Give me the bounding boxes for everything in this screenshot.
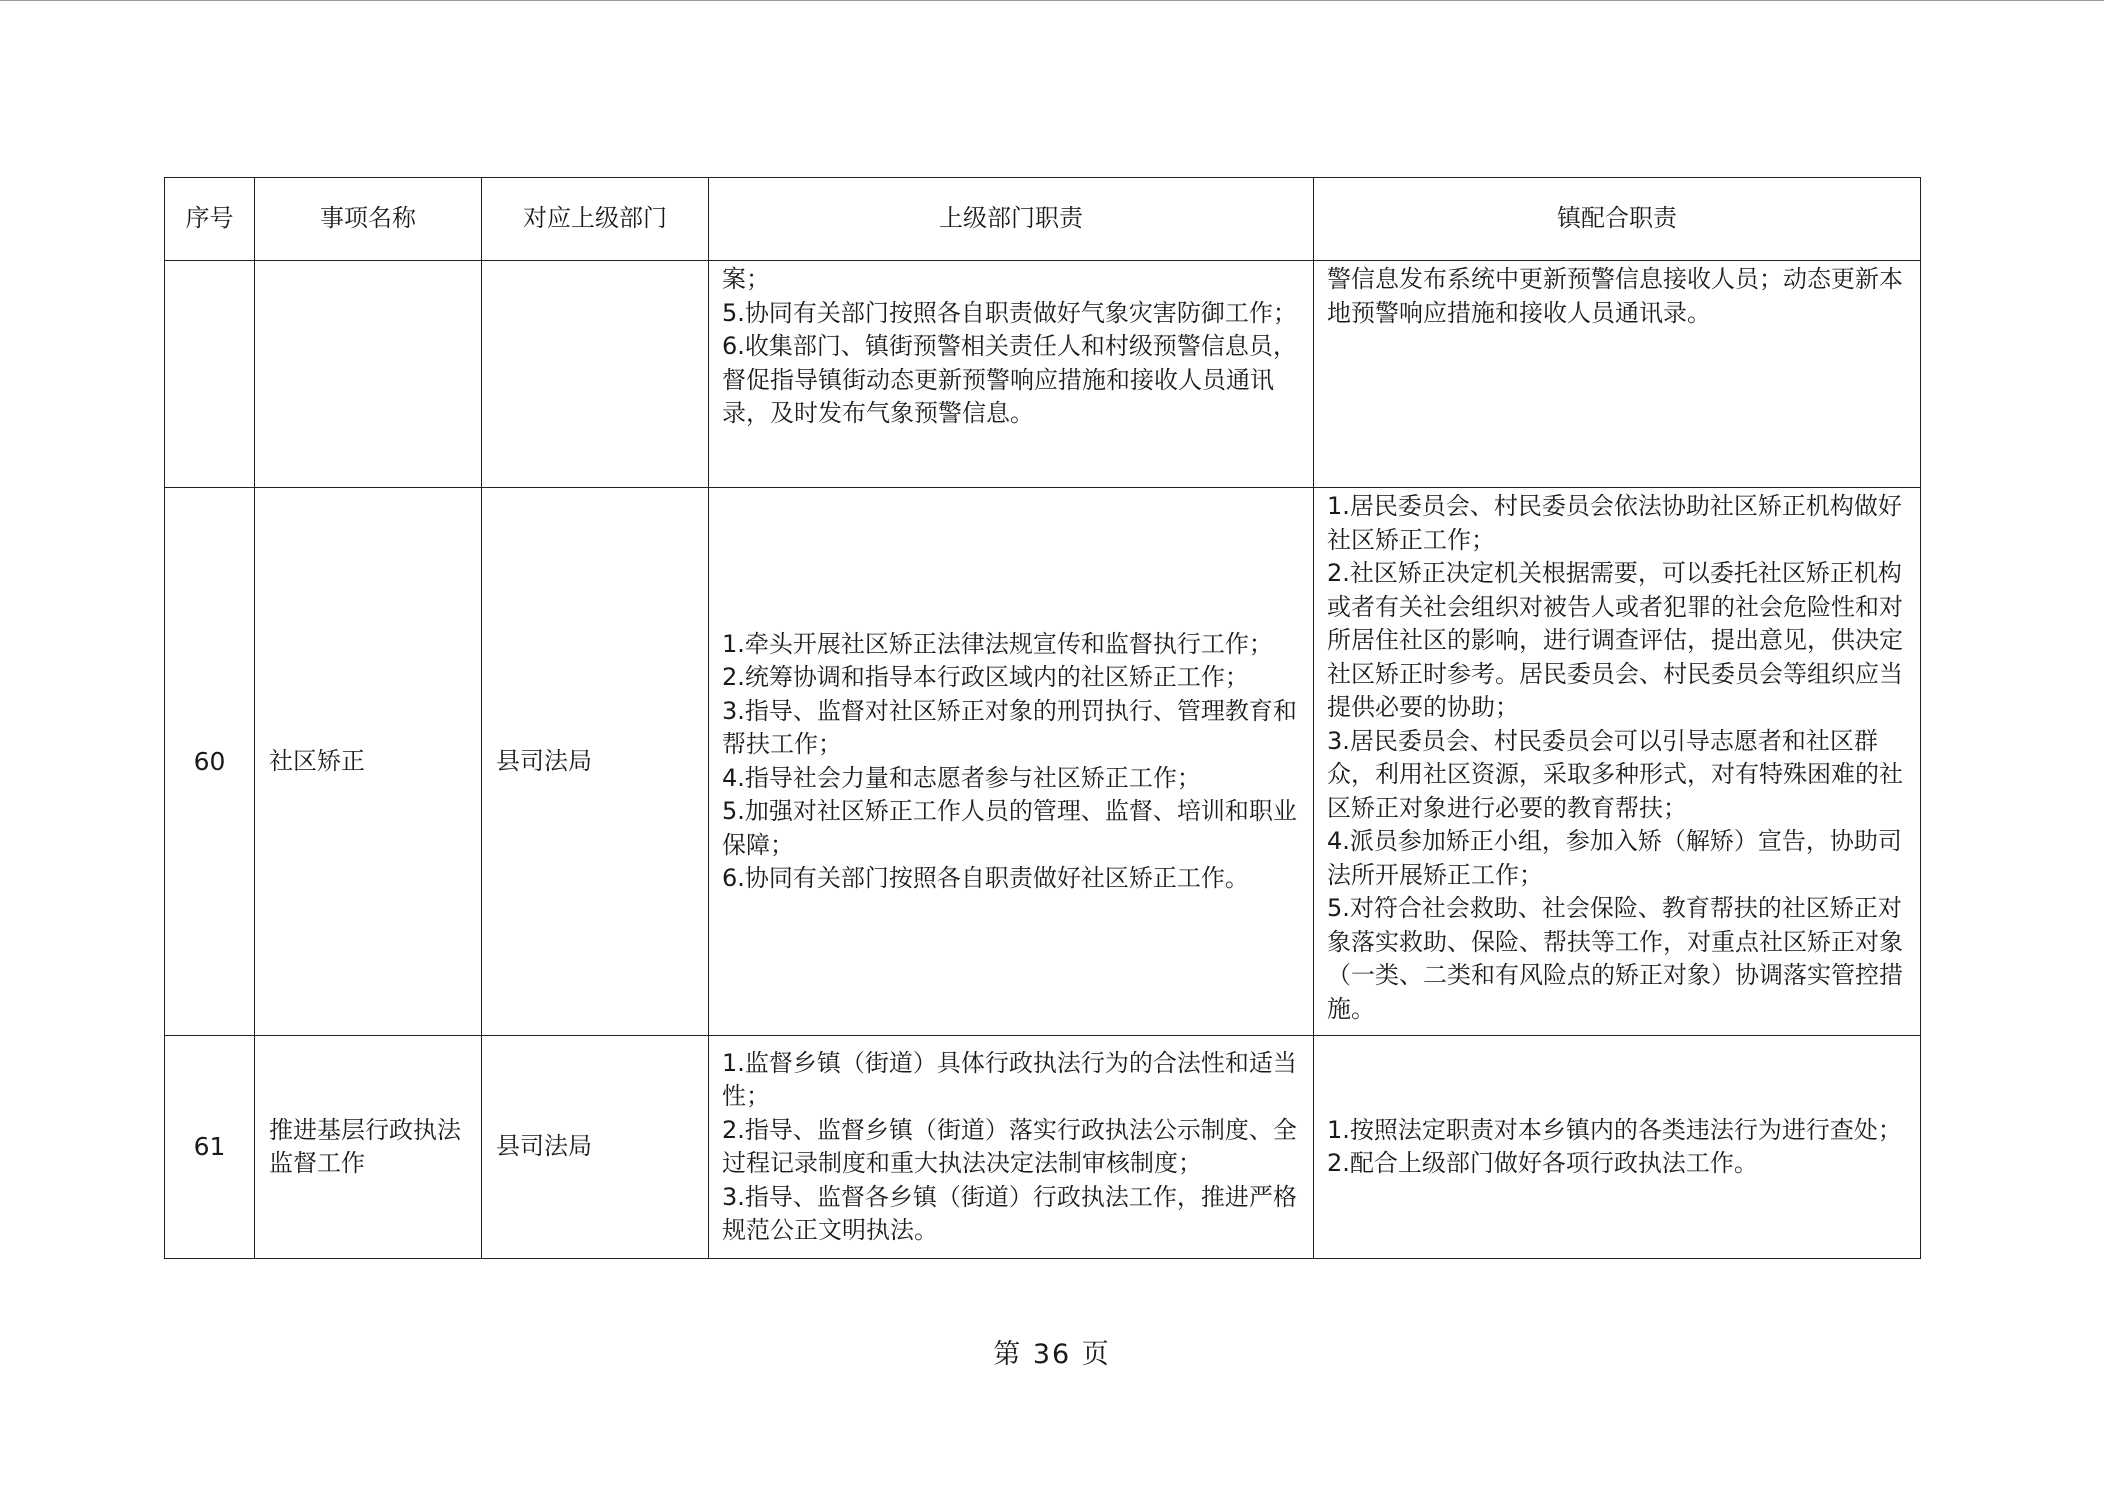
row-number: 61 <box>165 1036 255 1259</box>
header-town-duties: 镇配合职责 <box>1314 178 1921 261</box>
duty-item: 6.收集部门、镇街预警相关责任人和村级预警信息员，督促指导镇街动态更新预警响应措施和接收人员通讯录，及时发布气象预警信息。 <box>722 332 1297 427</box>
duty-item: 1.按照法定职责对本乡镇内的各类违法行为进行查处； <box>1327 1115 1902 1144</box>
row-upper-duties <box>709 1036 1314 1259</box>
page-number: 第 36 页 <box>993 1339 1111 1370</box>
duty-item: 1.监督乡镇（街道）具体行政执法行为的合法性和适当性； <box>722 1048 1297 1110</box>
duty-item: 2.配合上级部门做好各项行政执法工作。 <box>1327 1149 1758 1177</box>
duty-item: 警信息发布系统中更新预警信息接收人员；动态更新本地预警响应措施和接收人员通讯录。 <box>1327 265 1903 327</box>
duty-item: 5.协同有关部门按照各自职责做好气象灾害防御工作； <box>722 298 1297 327</box>
row-item-name <box>255 261 482 488</box>
top-rule <box>0 0 2104 1</box>
table-row <box>165 488 1921 1036</box>
duty-item: 3.指导、监督各乡镇（街道）行政执法工作，推进严格规范公正文明执法。 <box>722 1182 1297 1244</box>
row-upper-dept <box>482 261 709 488</box>
row-upper-duties <box>709 261 1314 488</box>
duty-item: 5.对符合社会救助、社会保险、教育帮扶的社区矫正对象落实救助、保险、帮扶等工作，对重点社区矫正对象（一类、二类和有风险点的矫正对象）协调落实管控措施。 <box>1327 894 1903 1023</box>
duty-item: 案； <box>722 265 770 293</box>
row-town-duties <box>1314 488 1921 1036</box>
header-upper-dept: 对应上级部门 <box>482 178 709 261</box>
duty-item: 2.社区矫正决定机关根据需要，可以委托社区矫正机构或者有关社会组织对被告人或者犯罪的社会危险性和对所居住社区的影响，进行调查评估，提出意见，供决定社区矫正时参考。居民委员会、村民委员会等组织应当提供必要的协助； <box>1327 559 1903 721</box>
row-upper-dept: 县司法局 <box>482 1036 709 1259</box>
header-number: 序号 <box>165 178 255 261</box>
duty-item: 5.加强对社区矫正工作人员的管理、监督、培训和职业保障； <box>722 797 1297 859</box>
header-item-name: 事项名称 <box>255 178 482 261</box>
table-row <box>165 1036 1921 1259</box>
duty-item: 3.指导、监督对社区矫正对象的刑罚执行、管理教育和帮扶工作； <box>722 696 1297 758</box>
header-upper-duties: 上级部门职责 <box>709 178 1314 261</box>
row-number <box>165 261 255 488</box>
duty-item: 2.统筹协调和指导本行政区域内的社区矫正工作； <box>722 663 1249 691</box>
row-upper-dept: 县司法局 <box>482 488 709 1036</box>
duty-item: 4.指导社会力量和志愿者参与社区矫正工作； <box>722 763 1201 792</box>
row-item-name: 社区矫正 <box>255 488 482 1036</box>
row-upper-duties <box>709 488 1314 1036</box>
duty-item: 1.牵头开展社区矫正法律法规宣传和监督执行工作； <box>722 629 1273 658</box>
row-number: 60 <box>165 488 255 1036</box>
duty-item: 6.协同有关部门按照各自职责做好社区矫正工作。 <box>722 864 1249 892</box>
duty-item: 2.指导、监督乡镇（街道）落实行政执法公示制度、全过程记录制度和重大执法决定法制审核制度； <box>722 1115 1297 1177</box>
duty-item: 1.居民委员会、村民委员会依法协助社区矫正机构做好社区矫正工作； <box>1327 492 1902 554</box>
table-header-row <box>165 178 1921 261</box>
row-item-name: 推进基层行政执法监督工作 <box>255 1036 482 1259</box>
responsibility-table <box>164 177 1921 1259</box>
duty-item: 4.派员参加矫正小组，参加入矫（解矫）宣告，协助司法所开展矫正工作； <box>1327 827 1902 889</box>
table-row <box>165 261 1921 488</box>
row-town-duties <box>1314 261 1921 488</box>
duty-item: 3.居民委员会、村民委员会可以引导志愿者和社区群众，利用社区资源，采取多种形式，对有特殊困难的社区矫正对象进行必要的教育帮扶； <box>1327 726 1903 822</box>
row-town-duties <box>1314 1036 1921 1259</box>
